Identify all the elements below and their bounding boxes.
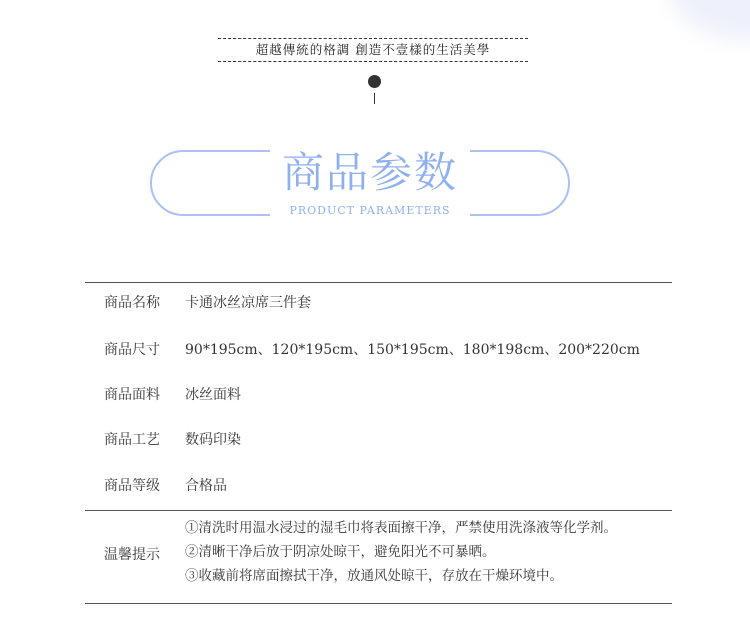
param-value: 90*195cm、120*195cm、150*195cm、180*198cm、200*220cm bbox=[185, 342, 640, 358]
section-title: 商品参数 bbox=[281, 148, 458, 197]
param-label: 商品工艺 bbox=[104, 432, 160, 448]
table-top-rule bbox=[85, 282, 672, 283]
tips-label: 温馨提示 bbox=[104, 547, 160, 563]
hanging-dot bbox=[368, 75, 381, 88]
tip-item: ①清洗时用温水浸过的湿毛巾将表面擦干净，严禁使用洗涤液等化学剂。 bbox=[185, 520, 617, 536]
param-value: 合格品 bbox=[185, 478, 227, 494]
param-row-size bbox=[0, 335, 750, 365]
tip-item: ②清晰干净后放于阴凉处晾干，避免阳光不可暴晒。 bbox=[185, 544, 496, 560]
param-row-name bbox=[0, 288, 750, 318]
param-value: 卡通冰丝凉席三件套 bbox=[185, 295, 311, 311]
param-value: 冰丝面料 bbox=[185, 387, 241, 403]
param-value: 数码印染 bbox=[185, 432, 241, 448]
param-label: 商品名称 bbox=[104, 295, 160, 311]
tip-item: ③收藏前将席面擦拭干净，放通风处晾干，存放在干燥环境中。 bbox=[185, 568, 563, 584]
param-label: 商品等级 bbox=[104, 478, 160, 494]
table-bottom-rule bbox=[85, 603, 672, 604]
slogan-banner: 超越傳統的格調 創造不壹樣的生活美學 bbox=[218, 38, 528, 62]
param-label: 商品面料 bbox=[104, 387, 160, 403]
param-row-craft bbox=[0, 425, 750, 455]
hanging-line bbox=[374, 93, 375, 104]
param-row-grade bbox=[0, 471, 750, 501]
section-subtitle: PRODUCT PARAMETERS bbox=[289, 204, 451, 217]
corner-decoration bbox=[670, 0, 750, 40]
tips-top-rule bbox=[85, 510, 672, 511]
param-row-fabric bbox=[0, 380, 750, 410]
param-label: 商品尺寸 bbox=[104, 342, 160, 358]
